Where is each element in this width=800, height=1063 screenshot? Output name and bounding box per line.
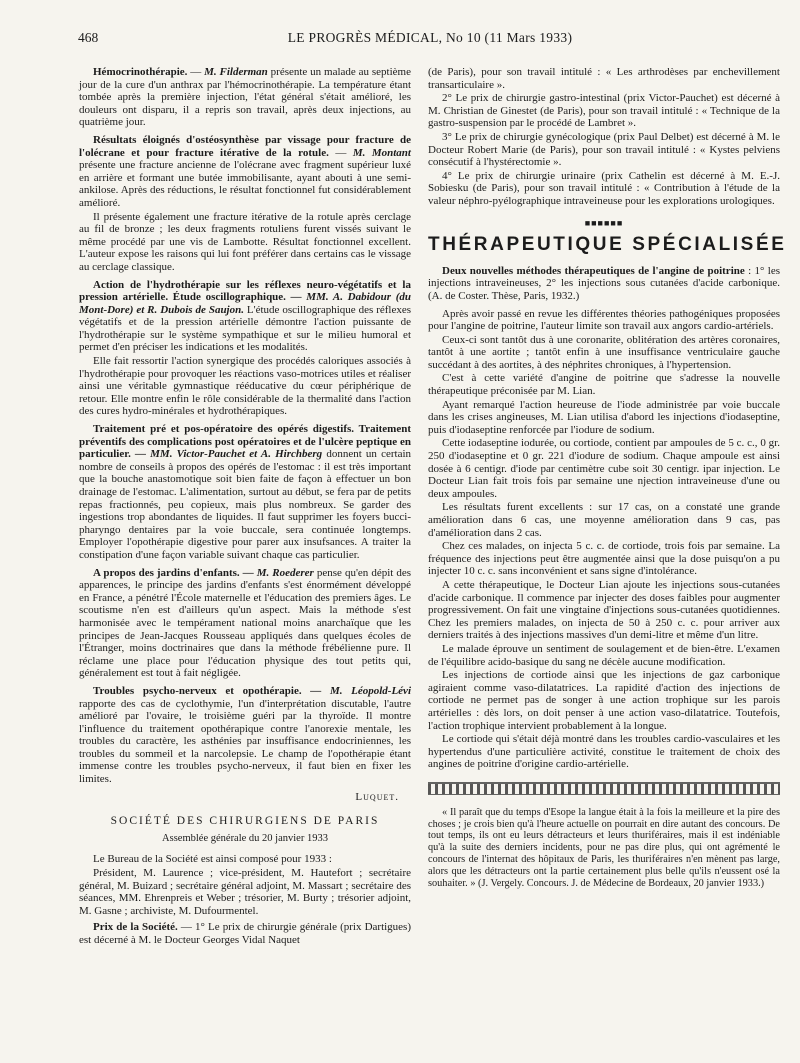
report-text: rapporte des cas de cyclothymie, l'un d'interprétation discutable, l'autre amélioré par l'ovaire, le troisième guéri par la thyroïde. Il montre l'influence du traitement opothérapique contre l'anorexie mentale, les troubles du caractère, les asthénies par insuffisance endocriniennes, les troubles du sommeil et la narcolepsie. Le champ de l'opothérapie étant immense contre les troubles psycho-nerveux, il faut bien en fixer les limites. (79, 697, 411, 786)
report-heading: Hémocrinothérapie. (93, 66, 188, 78)
report-heading: Troubles psycho-nerveux et opothérapie. (93, 684, 302, 697)
report-author: — MM. Victor-Pauchet et A. Hirchberg (135, 448, 323, 461)
prize-2: 2° Le prix de chirurgie gastro-intestinal (prix Victor-Pauchet) est décerné à M. Christian de Ginestet (de Paris), pour son travail intitulé : « Technique de la gastro-suspension par le procédé de Lambret ». (428, 92, 780, 130)
article-paragraph: Le malade éprouve un sentiment de soulagement et de bien-être. L'examen de l'équilibre acido-basique du sang ne décèle aucune modification. (428, 642, 780, 668)
report-hydrotherapie (79, 279, 411, 419)
report-osteosynthese: Résultats éloignés d'ostéosynthèse par vissage pour fracture de l'olécrane et pour fracture itérative de la rotule. — M. Montant présente une fracture ancienne de l'olécrane avec fragment supérieur luxé en arrière et formant une butée immobilisante, ayant abouti à une semi-ankilose. Après des réductions, le résultat fonctionnel fut considérablement amélioré. Il présente également une fracture itérative de la rotule après cerclage au fil de bronze ; les deux fragments rotuliens furent vissés suivant le même procédé par une vis de Lambotte. Résultat fonctionnel excellent. L'auteur expose les raisons qui lui font préférer dans certains cas le vissage au cerclage classique. (79, 133, 411, 273)
right-column (428, 66, 787, 890)
report-hemocrinotherapie: Hémocrinothérapie. — M. Filderman présente un malade au septième jour de la cure d'un anthrax par l'hémocrinothérapie. La température étant tombée après la première injection, l'état général s'était amélioré, les douleurs ont disparu, il a repris son travail, après deux injections, au quatrième jour. (79, 66, 411, 129)
report-author: M. Filderman (204, 66, 268, 78)
article-paragraph: Le cortiode qui s'était déjà montré dans les troubles cardio-vasculaires et les hypertendus d'une particulière activité, constitue le traitement de choix des angines de poitrine d'origine cardio-artérielle. (428, 733, 780, 771)
report-heading: Résultats éloignés d'ostéosynthèse par vissage pour fracture de l'olécrane et pour fracture itérative de la rotule. (79, 133, 411, 159)
report-author: M. Montant (352, 146, 411, 159)
article-paragraph: Chez ces malades, on injecta 5 c. c. de cortiode, trois fois par semaine. La fréquence des injections peut être augmentée ainsi que la dose puisqu'on a pu injecter 10 c. c. sans inconvénient et sans signe d'intolérance. (428, 540, 780, 578)
article-paragraph: Ayant remarqué l'action heureuse de l'iode administrée par voie buccale dans les crises angineuses, M. Lian utilisa d'abord les injections d'iodaseptine, puis d'iodaseptine renforcée par l'iodure de sodium. (428, 398, 780, 436)
report-text: Il présente également une fracture itérative de la rotule après cerclage au fil de bronze ; les deux fragments rotuliens furent vissés suivant le même procédé par une vis de Lambotte. Résultat fonctionnel excellent. L'auteur expose les raisons qui lui font préférer dans certains cas le vissage au cerclage classique. (79, 210, 411, 273)
prize-3: 3° Le prix de chirurgie gynécologique (prix Paul Delbet) est décerné à M. le Docteur Robert Marie (de Paris), pour son travail intitulé : « Kystes pelviens consécutif à l'hystérectomie ». (428, 130, 780, 169)
report-text: L'étude oscillographique des réflexes végétatifs et de la pression artérielle démontre l'action puissante de l'hydrothérapie sur le système sympathique et sur le milieu humoral et permet d'en préciser les indications et les modalités. (79, 303, 412, 354)
article-heading: Deux nouvelles méthodes thérapeutiques de l'angine de poitrine (442, 264, 745, 277)
article-paragraph: A cette thérapeutique, le Docteur Lian ajoute les injections sous-cutanées d'acide carbonique. Il commence par injecter des doses faibles pour augmenter progressivement. On fait une vingtaine d'injections sous-cutanées quotidiennes. Chez les premiers malades, on injecta de 50 à 250 c. c. pour arriver aux derniers traités à des injections massives d'un demi-litre et même d'un litre. (428, 578, 780, 642)
article-paragraph: C'est à cette variété d'angine de poitrine que s'adresse la nouvelle thérapeutique préconisée par M. Lian. (428, 372, 780, 398)
article-paragraph: Après avoir passé en revue les différentes théories pathogéniques proposées pour l'angine de poitrine, l'auteur limite son travail aux angors cardio-artériels. (428, 307, 780, 333)
report-psycho-nerveux (79, 685, 411, 786)
quote-paragraph: « Il paraît que du temps d'Esope la langue était à la fois la meilleure et la pire des choses ; je crois bien qu'à l'heure actuelle on pourrait en dire autant des concours. De tout temps, ils ont eu leurs détracteurs et leurs thuriféraires, mais il est indéniable qu'à la suite des derniers incidents, pour ne pas dire plus, qui ont agrémenté le concours de l'internat des hôpitaux de Paris, les thuriféraires n'en mènent pas large, alors que les détracteurs ont la partie certainement plus belle qu'ils n'eussent osé la souhaiter. » (J. Vergely. Concours. J. de Médecine de Bordeaux, 20 janvier 1933.) (428, 806, 780, 889)
report-author: — M. Roederer (242, 566, 314, 579)
report-text: Elle fait ressortir l'action synergique des procédés caloriques associés à l'hydrothérapie pour provoquer les réactions vaso-motrices utiles et réaliser ainsi une véritable gymnastique rééducative du cœur périphérique de retour. Elle montre enfin le rôle considérable de la thermalité dans l'action des cures hydro-minérales et hydrothérapiques. (79, 355, 411, 418)
article-paragraph: Les résultats furent excellents : sur 17 cas, on a constaté une grande amélioration dans 6 cas, une moyenne amélioration dans 9 cas, pas d'amélioration dans 2 cas. (428, 501, 780, 539)
report-text: présente une fracture ancienne de l'olécrane avec fragment supérieur luxé en arrière et formant une butée immobilisante, ayant abouti à une semi-ankilose. Après des réductions, le résultat fonctionnel fut considérablement amélioré. (79, 159, 411, 209)
separator-ornament: ■■■■■■ (584, 217, 624, 228)
report-text: présente un malade au septième jour de la cure d'un anthrax par l'hémocrinothérapie. La température étant tombée après la première injection, l'état général s'était amélioré, les douleurs ont disparu, il a repris son travail, après deux injections, au quatrième jour. (79, 66, 411, 129)
report-author: — M. Léopold-Lévi (310, 684, 411, 697)
report-operes-digestifs (79, 423, 411, 562)
report-text: donnent un certain nombre de conseils à propos des opérés de l'estomac : il est très important que la bouche anastomotique soit bien faite de façon à effectuer un bon drainage de l'estomac. L'alimentation, surtout au début, se fera par de petits repas fractionnés, peu copieux, mais plus nombreux. Se garder des ingestions trop abondantes de liquides. Il faut supprimer les foyers bucci-pharyngo dentaires par la voie buccale, sera continuée longtemps. Employer l'opothérapie digestive pour parer aux insufsances. A traiter la constipation d'une façon variable suivant chaque cas particulier. (79, 448, 412, 561)
decorative-divider (428, 782, 780, 795)
report-author: — MM. A. Dabidour (du Mont-Dore) et R. Dubois de Saujon. (79, 291, 412, 316)
report-jardins-enfants (79, 567, 411, 680)
article-heading-tail: : 1° les injections intraveineuses, 2° les injections sous cutanées d'acide carbonique. (A. de Coster. Thèse, Paris, 1932.) (428, 264, 780, 302)
prize-4: 4° Le prix de chirurgie urinaire (prix Cathelin est décerné à M. E.-J. Sobiesku (de Paris), pour son travail intitulé : « Contribution à l'étude de la valeur néphro-pyélographique intraveineuse pour les explorations urologiques. (428, 169, 780, 207)
article-paragraph: Cette iodaseptine iodurée, ou cortiode, contient par ampoules de 5 c. c., 0 gr. 250 d'iodaseptine et 0 gr. 221 d'iodure de sodium. Chaque ampoule est ainsi dosée à 6 centigr. d'iode par centimètre cube soit 30 centigr. ipar injection. Le Docteur Lian fait trois fois par semaine une njection intraveineuse d'une ou deux ampoules. (428, 437, 780, 500)
prize-text: — 1° Le prix de chirurgie générale (prix Dartigues) est décerné à M. le Docteur Georges Vidal Naquet (79, 921, 412, 946)
article-paragraph: Ceux-ci sont tantôt dus à une coronarite, oblitération des artères coronaires, tantôt à une aortite ; tantôt enfin à une insuffisance ventriculaire gauche succédant à des aortites, à des néphrites chroniques, à l'hypertension. (428, 333, 780, 371)
society-text: Le Bureau de la Société est ainsi composé pour 1933 : (93, 853, 332, 866)
report-heading: Traitement pré et pos-opératoire des opérés digestifs. Traitement préventifs des complications post opératoires et de l'ulcère peptique en particulier. (79, 423, 411, 461)
signature: Luquet. (355, 790, 399, 803)
society-bureau: Président, M. Laurence ; vice-président, M. Hautefort ; secrétaire général, M. Buizard ; secrétaire général adjoint, M. Massart ; secrétaire des séances, MM. Ehrenpreis et Weber ; trésorier, M. Burty ; trésorier adjoint, M. Gasne ; archiviste, M. Dufourmentel. (79, 867, 411, 917)
prize-continued: (de Paris), pour son travail intitulé : « Les arthrodèses par enchevillement transarticulaire ». (428, 66, 780, 91)
report-heading: Action de l'hydrothérapie sur les réflexes neuro-végétatifs et la pression artérielle. Étude oscillographique. (79, 278, 411, 304)
article-paragraph: Les injections de cortiode ainsi que les injections de gaz carbonique agiraient comme vaso-dilatatrices. La rapidité d'action des injections de cortiode ne permet pas de songer à une action trophique sur les parois artérielles : dès lors, on doit penser à une action vaso-dilatatrice. Toutefois, l'action trophique intervient probablement à la longue. (428, 669, 780, 732)
society-subtitle: Assemblée générale du 20 janvier 1933 (162, 832, 328, 844)
running-title: LE PROGRÈS MÉDICAL, No 10 (11 Mars 1933) (287, 30, 573, 45)
section-title: THÉRAPEUTIQUE SPÉCIALISÉE (428, 234, 787, 256)
prize-heading: Prix de la Société. (93, 921, 178, 934)
report-text: pense qu'en dépit des apparences, le principe des jardins d'enfants s'est énormément développé en France, a pénétré l'École maternelle et l'éducation des premiers âges. Le scoutisme n'en est d'ailleurs qu'un aspect. Mais la méthode s'est harmonisée avec le tempérament national moins anarchaïque que les principes de Jean-Jacques Rousseau appliqués dans quelques écoles de l'Étranger, moins doctrinaires que dans la méthode frébélienne pure. Il réclame une place pour l'éducation physique des tout petits qui, généralement est tout à fait négligée. (79, 566, 412, 680)
society-title: SOCIÉTÉ DES CHIRURGIENS DE PARIS (110, 815, 380, 828)
page-header (78, 30, 782, 52)
left-column (79, 66, 411, 948)
page-number: 468 (78, 30, 99, 45)
report-heading: A propos des jardins d'enfants. (93, 566, 240, 579)
